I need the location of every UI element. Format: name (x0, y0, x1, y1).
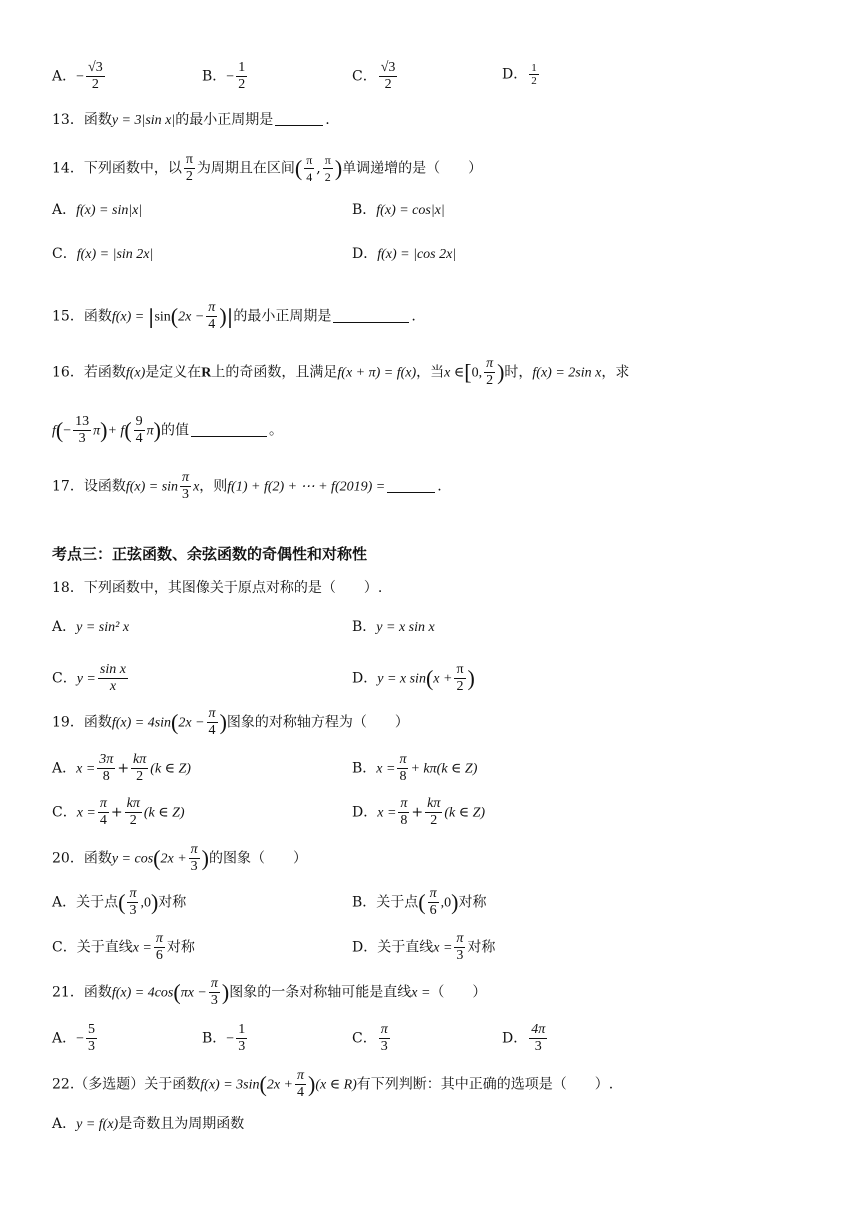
q20-option-b[interactable]: B．关于点( $\frac{\pi}{6}$ ,0)对称 (352, 886, 487, 918)
q19-option-a[interactable]: A．x = $\frac{3\pi}{8}$ + $\frac{k\pi}{2}$ (k ∈ Z) (52, 752, 191, 784)
q19-option-b[interactable]: B．x = $\frac{\pi}{8}$ + kπ(k ∈ Z) (352, 752, 478, 784)
answer-blank[interactable] (333, 308, 409, 323)
question-15: 15．函数f(x) = |sin(2x − $\frac{\pi}{4}$ )|的最小正周期是 . (52, 300, 416, 332)
question-13: 13．函数y = 3|sin x|的最小正周期是 . (52, 112, 330, 128)
q12-option-a[interactable]: A．− $\frac{√3}{2}$ (52, 60, 103, 92)
q19-option-c[interactable]: C．x = $\frac{\pi}{4}$ + $\frac{k\pi}{2}$ (k ∈ Z) (52, 796, 185, 828)
q21-option-b[interactable]: B．− $\frac{1}{3}$ (202, 1022, 246, 1054)
q19-option-d[interactable]: D．x = $\frac{\pi}{8}$ + $\frac{k\pi}{2}$ (k ∈ Z) (352, 796, 486, 828)
q18-option-b[interactable]: B．y = x sin x (352, 619, 435, 635)
q22-option-a[interactable]: A．y = f(x)是奇数且为周期函数 (52, 1116, 245, 1132)
q20-option-d[interactable]: D．关于直线x = $\frac{\pi}{3}$ 对称 (352, 931, 496, 963)
question-16-line2: f(− $\frac{13}{3}$ π)+ f( $\frac{9}{4}$ π)的值 。 (52, 414, 283, 446)
answer-blank[interactable] (387, 478, 435, 493)
question-22: 22.（多选题）关于函数f(x) = 3sin(2x + $\frac{\pi}{4}$ )(x ∈ R)有下列判断：其中正确的选项是（ ）. (52, 1068, 614, 1100)
q14-option-c[interactable]: C．f(x) = |sin 2x| (52, 246, 154, 262)
q18-option-d[interactable]: D．y = x sin(x + $\frac{\pi}{2}$ ) (352, 662, 475, 694)
question-14: 14．下列函数中，以 $\frac{\pi}{2}$ 为周期且在区间( $\frac{\pi}{4}$ , $\frac{\pi}{2}$ )单调递增的是（ ） (52, 152, 483, 184)
q18-option-c[interactable]: C．y = $\frac{\text{sin x}}{x}$ (52, 662, 126, 694)
q20-option-a[interactable]: A．关于点( $\frac{\pi}{3}$ ,0)对称 (52, 886, 187, 918)
answer-blank[interactable] (275, 111, 323, 126)
question-21: 21．函数f(x) = 4cos(πx − $\frac{\pi}{3}$ )图象的一条对称轴可能是直线x =（ ） (52, 976, 487, 1008)
q14-option-a[interactable]: A．f(x) = sin|x| (52, 202, 143, 218)
q18-option-a[interactable]: A．y = sin² x (52, 619, 130, 635)
q14-option-b[interactable]: B．f(x) = cos|x| (352, 202, 445, 218)
question-18: 18．下列函数中，其图像关于原点对称的是（ ）. (52, 580, 383, 596)
question-19: 19．函数f(x) = 4sin(2x − $\frac{\pi}{4}$ )图象的对称轴方程为（ ） (52, 706, 409, 738)
answer-blank[interactable] (191, 422, 267, 437)
q20-option-c[interactable]: C．关于直线x = $\frac{\pi}{6}$ 对称 (52, 931, 195, 963)
q14-option-d[interactable]: D．f(x) = |cos 2x| (352, 246, 457, 262)
question-16: 16．若函数f(x)是定义在R上的奇函数，且满足f(x + π) = f(x)，当x ∈[0, $\frac{\pi}{2}$ )时，f(x) = 2sin x，求 (52, 356, 630, 388)
q12-option-c[interactable]: C． $\frac{√3}{2}$ (352, 60, 396, 92)
q12-option-b[interactable]: B．− $\frac{1}{2}$ (202, 60, 246, 92)
section-heading: 考点三：正弦函数、余弦函数的奇偶性和对称性 (52, 545, 368, 563)
q21-option-c[interactable]: C． $\frac{\pi}{3}$ (352, 1022, 388, 1054)
q21-option-d[interactable]: D． $\frac{4\pi}{3}$ (502, 1022, 546, 1054)
q12-option-d[interactable]: D． $\frac{1}{2}$ (502, 62, 537, 87)
question-17: 17．设函数f(x) = sin $\frac{\pi}{3}$ x，则f(1) + f(2) + ⋯ + f(2019) = . (52, 470, 442, 502)
question-20: 20．函数y = cos(2x + $\frac{\pi}{3}$ )的图象（ ） (52, 842, 307, 874)
q21-option-a[interactable]: A．− $\frac{5}{3}$ (52, 1022, 96, 1054)
